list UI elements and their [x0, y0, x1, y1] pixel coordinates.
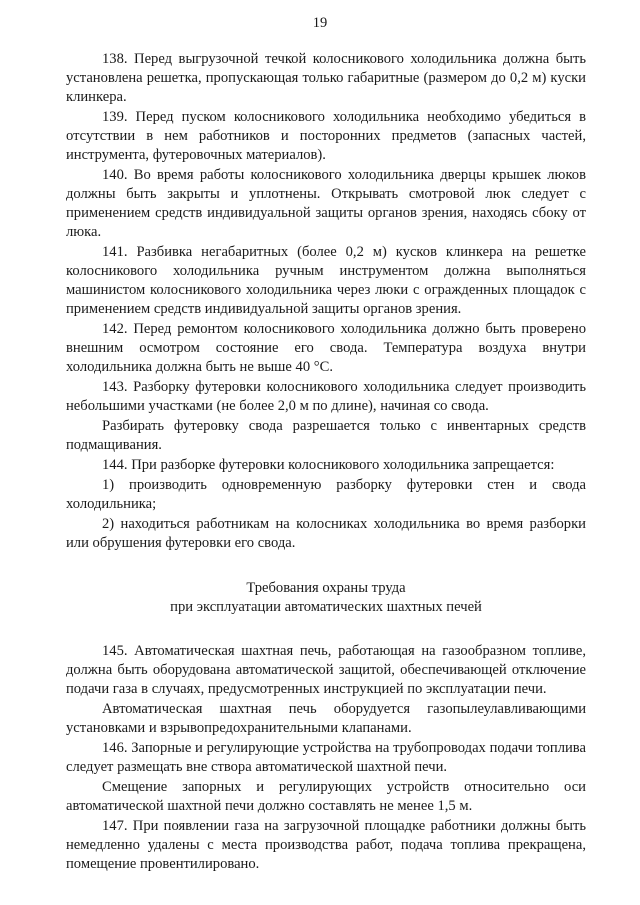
section-heading: [66, 579, 586, 617]
paragraph-145: 145. Автоматическая шахтная печь, работающая на газообразном топливе, должна быть оборудована автоматической защитой, обеспечивающей отключение подачи газа в случаях, предусмотренных инструкцией по эксплуатации печи.: [66, 643, 586, 697]
paragraph-145-note: Автоматическая шахтная печь оборудуется газопылеулавливающими установками и взрывопредохранительными клапанами.: [66, 701, 586, 736]
paragraph-143: 143. Разборку футеровки колосникового холодильника следует производить небольшими участками (не более 2,0 м по длине), начиная со свода.: [66, 379, 586, 414]
section-heading-line-2: при эксплуатации автоматических шахтных печей: [170, 599, 482, 615]
paragraph-144: 144. При разборке футеровки колосникового холодильника запрещается:: [102, 457, 555, 473]
paragraph-146: 146. Запорные и регулирующие устройства на трубопроводах подачи топлива следует размещать вне створа автоматической шахтной печи.: [66, 740, 586, 775]
paragraph-142: 142. Перед ремонтом колосникового холодильника должно быть проверено внешним осмотром состояние его свода. Температура воздуха внутри холодильника должна быть не выше 40 °С.: [66, 321, 586, 375]
paragraph-140: 140. Во время работы колосникового холодильника дверцы крышек люков должны быть закрыты и уплотнены. Открывать смотровой люк следует с применением средств индивидуальной защиты органов зрения, находясь сбоку от люка.: [66, 167, 586, 240]
paragraph-147: 147. При появлении газа на загрузочной площадке работники должны быть немедленно удалены с места производства работ, подача топлива прекращена, помещение провентилировано.: [66, 818, 586, 872]
page-number: 19: [312, 15, 328, 31]
section-heading-line-1: Требования охраны труда: [246, 580, 406, 596]
paragraph-144-item-1: 1) производить одновременную разборку футеровки стен и свода холодильника;: [66, 477, 586, 512]
paragraph-143-note: Разбирать футеровку свода разрешается только с инвентарных средств подмащивания.: [66, 418, 586, 453]
paragraph-139: 139. Перед пуском колосникового холодильника необходимо убедиться в отсутствии в нем работников и посторонних предметов (запасных частей, инструмента, футеровочных материалов).: [66, 109, 586, 163]
paragraph-138: 138. Перед выгрузочной течкой колосникового холодильника должна быть установлена решетка, пропускающая только габаритные (размером до 0,2 м) куски клинкера.: [66, 51, 586, 105]
paragraph-141: 141. Разбивка негабаритных (более 0,2 м) кусков клинкера на решетке колосникового холодильника ручным инструментом должна выполняться машинистом колосникового холодильника через люки с огражденных площадок с применением средств индивидуальной защиты органов зрения.: [66, 244, 586, 317]
paragraph-144-item-2: 2) находиться работникам на колосниках холодильника во время разборки или обрушения футеровки его свода.: [66, 516, 586, 551]
paragraph-146-note: Смещение запорных и регулирующих устройств относительно оси автоматической шахтной печи должно составлять не менее 1,5 м.: [66, 779, 586, 814]
document-body: [66, 50, 586, 875]
